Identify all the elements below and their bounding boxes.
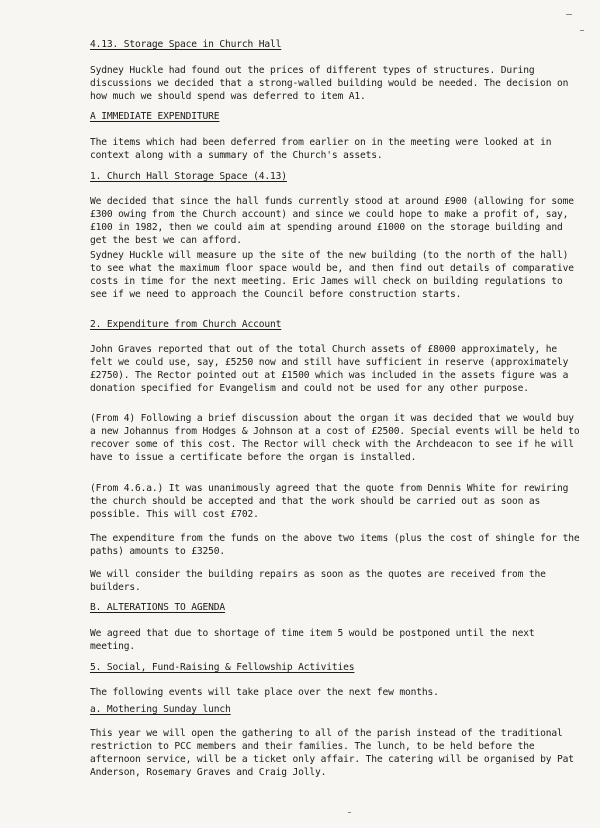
- paragraph-expenditure-total: The expenditure from the funds on the above two items (plus the cost of shingle for the paths) amounts to £3250.: [90, 533, 580, 558]
- paragraph-lunch-details: This year we will open the gathering to all of the parish instead of the traditional restriction to PCC members and their families. The lunch, to be held before the afternoon service, will be a ticket only affair. The catering will be organised by Pat Anderson, Rosemary Graves and Craig Jolly.: [90, 728, 574, 779]
- subheading-church-hall-storage: 1. Church Hall Storage Space (4.13): [90, 171, 287, 182]
- paragraph-agenda-postponed: We agreed that due to shortage of time item 5 would be postponed until the next meeting.: [90, 628, 535, 653]
- paragraph-hall-funds: We decided that since the hall funds currently stood at around £900 (allowing for some £300 owing from the Church account) and since we could hope to make a profit of, say, £100 in 1982, then we could aim at spending around £1000 on the storage building and get the best we can afford.: [90, 196, 574, 247]
- paragraph-storage-space: Sydney Huckle had found out the prices of different types of structures. During discussions we decided that a strong-walled building would be needed. The decision on how much we should spend was deferred to item A1.: [90, 65, 569, 103]
- corner-mark: [580, 30, 584, 31]
- section-heading-4-13: 4.13. Storage Space in Church Hall: [90, 39, 282, 50]
- paragraph-deferred-items: The items which had been deferred from earlier on in the meeting were looked at in context along with a summary of the Church's assets.: [90, 137, 552, 162]
- paragraph-building-repairs: We will consider the building repairs as soon as the quotes are received from the builders.: [90, 569, 546, 594]
- paragraph-rewiring: (From 4.6.a.) It was unanimously agreed that the quote from Dennis White for rewiring the church should be accepted and that the work should be carried out as soon as possible. This will cost £702.: [90, 483, 569, 521]
- footer-mark: [348, 812, 351, 813]
- paragraph-church-assets: John Graves reported that out of the total Church assets of £8000 approximately, he felt we could use, say, £5250 now and still have sufficient in reserve (approximately £2750). The Rector pointed out at £1500 which was included in the assets figure was a donation specified for Evangelism and could not be used for any other purpose.: [90, 344, 569, 395]
- section-heading-immediate-expenditure: A IMMEDIATE EXPENDITURE: [90, 111, 220, 122]
- subheading-expenditure-church-account: 2. Expenditure from Church Account: [90, 319, 282, 330]
- paragraph-measure-site: Sydney Huckle will measure up the site of the new building (to the north of the hall) to see what the maximum floor space would be, and then find out details of comparative costs in time for the next meeting. Eric James will check on building regulations to see if we need to approach the Council before construction starts.: [90, 250, 574, 301]
- section-heading-alterations-agenda: B. ALTERATIONS TO AGENDA: [90, 602, 226, 613]
- paragraph-organ-purchase: (From 4) Following a brief discussion about the organ it was decided that we would buy a new Johannus from Hodges & Johnson at a cost of £2500. Special events will be held to recover some of this cost. The Rector will check with the Archdeacon to see if he will have to issue a certificate before the organ is installed.: [90, 413, 580, 464]
- corner-mark: [566, 14, 572, 15]
- paragraph-following-events: The following events will take place over the next few months.: [90, 687, 439, 698]
- subheading-mothering-sunday-lunch: a. Mothering Sunday lunch: [90, 704, 231, 715]
- section-heading-social-activities: 5. Social, Fund-Raising & Fellowship Activities: [90, 662, 355, 673]
